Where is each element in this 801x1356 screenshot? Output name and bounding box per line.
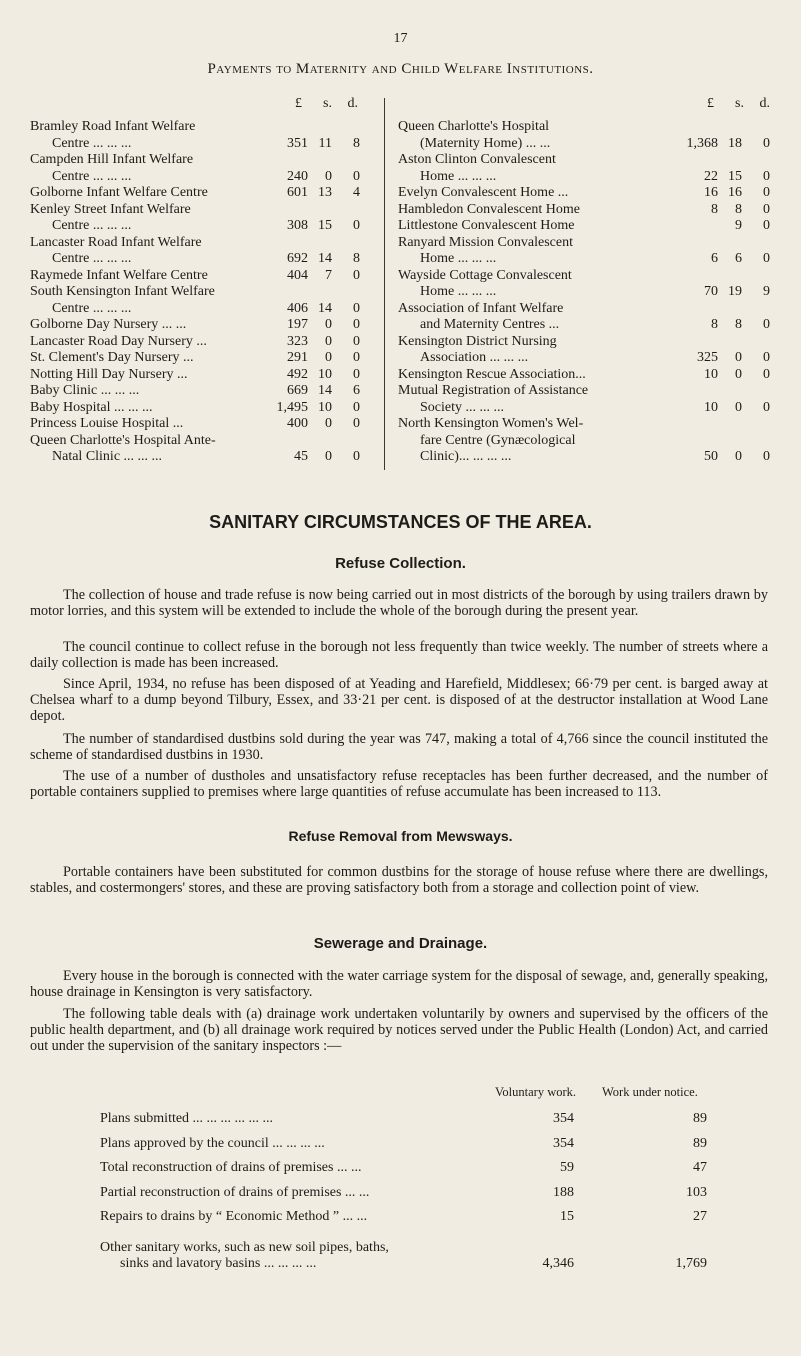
- pounds-value: 400: [287, 416, 308, 431]
- notice-value: 89: [693, 1135, 707, 1151]
- pence-value: 0: [353, 333, 360, 349]
- payment-row: [398, 301, 770, 334]
- pounds-value: 323: [287, 333, 308, 349]
- sewerage-paragraph: The following table deals with (a) drainage work undertaken voluntarily by owners and supervised by the officers of the public health department, and (b) all drainage work required by notices served under the Public Health (London) Act, and carried out under the supervision of the sanitary inspectors :—: [30, 1006, 768, 1055]
- pence-value: 0: [763, 350, 770, 365]
- work-label: Plans approved by the council ... ... ... ...: [100, 1135, 325, 1151]
- pence-value: 0: [353, 350, 360, 365]
- pounds-value: 351: [287, 135, 308, 151]
- notice-value: 1,769: [675, 1255, 707, 1271]
- amount: [670, 284, 770, 301]
- work-label: Partial reconstruction of drains of premises ... ...: [100, 1184, 370, 1200]
- institution-name-line: Clinic)... ... ... ...: [420, 449, 512, 464]
- institution-name-line: Evelyn Convalescent Home ...: [398, 185, 569, 200]
- shillings-value: 10: [318, 399, 332, 415]
- institution-name-line: Golborne Infant Welfare Centre: [30, 185, 208, 200]
- shillings-value: 0: [325, 168, 332, 184]
- amount: [270, 251, 360, 268]
- institution-name: [30, 268, 270, 285]
- pounds-value: 10: [704, 399, 718, 415]
- refuse-paragraph: The use of a number of dustholes and unsatisfactory refuse receptacles has been further decreased, and the number of portable containers supplied to premises where large quantities of refuse accumulate has been increased to 113.: [30, 768, 768, 801]
- notice-value: 103: [686, 1184, 707, 1200]
- pence-value: 9: [763, 284, 770, 299]
- work-label: [100, 1240, 389, 1272]
- pence-value: 8: [353, 135, 360, 151]
- amount: [270, 367, 360, 384]
- pounds-value: 45: [294, 449, 308, 464]
- shillings-value: 0: [735, 366, 742, 382]
- pence-value: 0: [763, 201, 770, 217]
- pence-value: 0: [353, 317, 360, 332]
- shillings-value: 0: [325, 317, 332, 332]
- institution-name: [30, 317, 270, 334]
- institution-name-line: North Kensington Women's Wel-: [398, 416, 584, 431]
- pounds-value: [670, 218, 718, 235]
- amount: [670, 367, 770, 384]
- mewsways-heading: Refuse Removal from Mewsways.: [288, 828, 513, 844]
- pence-value: 0: [353, 218, 360, 233]
- payment-row: [398, 334, 770, 367]
- payments-heading: Payments to Maternity and Child Welfare Institutions.: [207, 61, 594, 77]
- institution-name-line: Wayside Cottage Convalescent: [398, 267, 572, 283]
- payment-row: [30, 235, 360, 268]
- amount: [670, 169, 770, 186]
- amount: [670, 400, 770, 417]
- shillings-value: 13: [318, 185, 332, 200]
- pounds-value: 692: [287, 251, 308, 266]
- right-payments-table: [398, 119, 770, 466]
- right-shillings-header: s.: [735, 96, 744, 111]
- left-shillings-header: s.: [323, 96, 332, 111]
- pounds-value: 16: [704, 185, 718, 200]
- amount: [270, 416, 360, 433]
- institution-name: [30, 383, 270, 400]
- pounds-value: 492: [287, 366, 308, 382]
- payment-row: [30, 350, 360, 367]
- payment-row: [30, 433, 360, 466]
- institution-name: [398, 218, 670, 235]
- pounds-value: 10: [704, 366, 718, 382]
- mewsways-paragraph: Portable containers have been substituted for common dustbins for the storage of house refuse where there are dwellings, stables, and costermongers' stores, and these are proving satisfactory both from a storage and collection point of view.: [30, 864, 768, 897]
- pence-value: 0: [353, 267, 360, 283]
- payment-row: [398, 152, 770, 185]
- shillings-value: 18: [728, 135, 742, 151]
- institution-name-line: Mutual Registration of Assistance: [398, 383, 589, 398]
- institution-name-line: Queen Charlotte's Hospital: [398, 119, 550, 134]
- institution-name-line: Natal Clinic ... ... ...: [52, 449, 163, 464]
- pounds-value: 291: [287, 350, 308, 365]
- left-pounds-header: £: [295, 96, 302, 111]
- institution-name-line: Bramley Road Infant Welfare: [30, 119, 196, 134]
- institution-name: [30, 400, 270, 417]
- amount: [270, 169, 360, 186]
- institution-name-line: Campden Hill Infant Welfare: [30, 152, 194, 167]
- payment-row: [30, 268, 360, 285]
- institution-name: [398, 152, 670, 185]
- institution-name-line: Queen Charlotte's Hospital Ante-: [30, 432, 216, 448]
- institution-name-line: South Kensington Infant Welfare: [30, 284, 215, 299]
- pounds-value: 197: [287, 317, 308, 332]
- amount: [670, 136, 770, 153]
- notice-value: 89: [693, 1111, 707, 1126]
- institution-name: [30, 433, 270, 466]
- institution-name-line: Kensington District Nursing: [398, 333, 557, 349]
- pence-value: 6: [353, 383, 360, 398]
- pounds-value: 1,495: [276, 399, 308, 415]
- payment-row: [30, 416, 360, 433]
- pence-value: 0: [763, 251, 770, 266]
- payment-row: [398, 416, 770, 466]
- shillings-value: 0: [325, 333, 332, 349]
- pence-value: 8: [353, 251, 360, 266]
- pence-value: 0: [763, 449, 770, 464]
- pence-value: 0: [763, 317, 770, 332]
- amount: [670, 251, 770, 268]
- shillings-value: 0: [325, 350, 332, 365]
- shillings-value: 14: [318, 300, 332, 316]
- refuse-paragraph: The number of standardised dustbins sold during the year was 747, making a total of 4,766 since the council instituted the scheme of standardised dustbins in 1930.: [30, 731, 768, 764]
- payment-row: [398, 367, 770, 384]
- institution-name-line: Home ... ... ...: [420, 251, 497, 266]
- amount: [270, 317, 360, 334]
- pence-value: 0: [763, 218, 770, 233]
- payment-row: [398, 185, 770, 202]
- voluntary-value: 188: [553, 1184, 574, 1200]
- institution-name: [398, 301, 670, 334]
- notice-value: 47: [693, 1160, 707, 1175]
- shillings-value: 0: [325, 416, 332, 431]
- voluntary-value: 15: [560, 1209, 574, 1224]
- pounds-value: 50: [704, 449, 718, 464]
- amount: [270, 136, 360, 153]
- shillings-value: 0: [735, 350, 742, 365]
- institution-name-line: Home ... ... ...: [420, 284, 497, 299]
- shillings-value: 9: [735, 218, 742, 233]
- pence-value: 0: [763, 135, 770, 151]
- institution-name-line: Home ... ... ...: [420, 168, 497, 184]
- institution-name-line: and Maternity Centres ...: [420, 317, 560, 332]
- pence-value: 0: [353, 449, 360, 464]
- amount: [270, 449, 360, 466]
- institution-name: [398, 383, 670, 416]
- pence-value: 4: [353, 185, 360, 200]
- pounds-value: 404: [287, 267, 308, 283]
- sanitary-title: SANITARY CIRCUMSTANCES OF THE AREA.: [209, 512, 592, 532]
- institution-name-line: Centre ... ... ...: [52, 168, 132, 184]
- pounds-value: 8: [711, 317, 718, 332]
- payment-row: [30, 317, 360, 334]
- shillings-value: 10: [318, 366, 332, 382]
- amount: [670, 449, 770, 466]
- institution-name-line: Hambledon Convalescent Home: [398, 201, 580, 217]
- pence-value: 0: [763, 399, 770, 415]
- amount: [270, 301, 360, 318]
- column-divider: [384, 98, 385, 470]
- sewerage-paragraph: Every house in the borough is connected with the water carriage system for the disposal of sewage, and, generally speaking, house drainage in Kensington is very satisfactory.: [30, 968, 768, 1001]
- institution-name-line: Baby Hospital ... ... ...: [30, 399, 153, 415]
- institution-name-line: Association ... ... ...: [420, 350, 529, 365]
- pounds-value: 6: [711, 251, 718, 266]
- amount: [670, 350, 770, 367]
- payment-row: [30, 383, 360, 400]
- payment-row: [398, 202, 770, 219]
- institution-name-line: Princess Louise Hospital ...: [30, 416, 184, 431]
- shillings-value: 6: [735, 251, 742, 266]
- institution-name: [398, 367, 670, 384]
- payment-row: [30, 185, 360, 202]
- shillings-value: 0: [735, 449, 742, 464]
- institution-name: [30, 284, 270, 317]
- shillings-value: 8: [735, 317, 742, 332]
- left-payments-table: [30, 119, 360, 466]
- payment-row: [30, 367, 360, 384]
- pounds-value: 240: [287, 168, 308, 184]
- institution-name-line: Centre ... ... ...: [52, 218, 132, 233]
- voluntary-value: 59: [560, 1160, 574, 1175]
- institution-name-line: Centre ... ... ...: [52, 251, 132, 266]
- pence-value: 0: [353, 416, 360, 431]
- amount: [670, 218, 770, 235]
- shillings-value: 15: [318, 218, 332, 233]
- institution-name: [398, 119, 670, 152]
- notice-value: 27: [693, 1209, 707, 1224]
- shillings-value: 7: [325, 267, 332, 283]
- institution-name-line: fare Centre (Gynæcological: [420, 432, 576, 448]
- institution-name-line: St. Clement's Day Nursery ...: [30, 350, 194, 365]
- institution-name-line: Centre ... ... ...: [52, 300, 132, 316]
- institution-name-line: Aston Clinton Convalescent: [398, 152, 556, 167]
- institution-name-line: Baby Clinic ... ... ...: [30, 383, 140, 398]
- work-under-notice-header: Work under notice.: [602, 1085, 698, 1099]
- pence-value: 0: [353, 366, 360, 382]
- pounds-value: 22: [704, 168, 718, 184]
- payment-row: [398, 383, 770, 416]
- institution-name: [398, 202, 670, 219]
- shillings-value: 15: [728, 168, 742, 184]
- payment-row: [398, 268, 770, 301]
- pounds-value: 70: [704, 284, 718, 299]
- refuse-paragraph: The council continue to collect refuse in the borough not less frequently than twice weekly. The number of streets where a daily collection is made has been increased.: [30, 639, 768, 672]
- work-label: Repairs to drains by “ Economic Method ” ... ...: [100, 1209, 368, 1224]
- right-pence-header: d.: [759, 96, 770, 111]
- institution-name-line: Lancaster Road Infant Welfare: [30, 234, 202, 250]
- institution-name-line: Raymede Infant Welfare Centre: [30, 267, 208, 283]
- amount: [270, 268, 360, 285]
- pence-value: 0: [353, 399, 360, 415]
- work-label: Plans submitted ... ... ... ... ... ...: [100, 1111, 274, 1126]
- payment-row: [398, 218, 770, 235]
- pounds-value: 601: [287, 185, 308, 200]
- amount: [270, 185, 360, 202]
- page-number: 17: [393, 31, 408, 46]
- amount: [270, 350, 360, 367]
- voluntary-work-header: Voluntary work.: [495, 1085, 577, 1099]
- amount: [270, 400, 360, 417]
- work-label: Total reconstruction of drains of premises ... ...: [100, 1160, 362, 1175]
- institution-name-line: Centre ... ... ...: [52, 135, 132, 151]
- institution-name: [30, 235, 270, 268]
- refuse-paragraph: Since April, 1934, no refuse has been disposed of at Yeading and Harefield, Middlesex; 66·79 per cent. is barged away at Chelsea wharf to a dump beyond Tilbury, Essex, and 33·21 per cent. is disposed of at the destructor installation at Wood Lane depot.: [30, 676, 768, 725]
- refuse-heading: Refuse Collection.: [335, 555, 466, 572]
- institution-name-line: Society ... ... ...: [420, 399, 504, 415]
- institution-name-line: (Maternity Home) ... ...: [420, 135, 551, 151]
- institution-name: [398, 416, 670, 466]
- shillings-value: 0: [325, 449, 332, 464]
- institution-name: [398, 268, 670, 301]
- institution-name: [30, 350, 270, 367]
- payment-row: [398, 235, 770, 268]
- right-pounds-header: £: [707, 96, 714, 111]
- work-label-line: sinks and lavatory basins ... ... ... ...: [120, 1255, 317, 1271]
- amount: [670, 185, 770, 202]
- payment-row: [30, 119, 360, 152]
- institution-name: [30, 185, 270, 202]
- amount: [670, 202, 770, 219]
- voluntary-value: 354: [553, 1135, 574, 1151]
- institution-name-line: Kensington Rescue Association...: [398, 366, 586, 382]
- institution-name: [30, 119, 270, 152]
- institution-name: [398, 185, 670, 202]
- shillings-value: 14: [318, 251, 332, 266]
- institution-name: [30, 367, 270, 384]
- voluntary-value: 354: [553, 1111, 574, 1126]
- payment-row: [30, 334, 360, 351]
- voluntary-value: 4,346: [542, 1255, 574, 1271]
- institution-name: [398, 235, 670, 268]
- payment-row: [30, 202, 360, 235]
- pounds-value: 669: [287, 383, 308, 398]
- pence-value: 0: [763, 168, 770, 184]
- payment-row: [30, 284, 360, 317]
- institution-name: [30, 416, 270, 433]
- shillings-value: 0: [735, 399, 742, 415]
- payment-row: [30, 400, 360, 417]
- payment-row: [30, 152, 360, 185]
- institution-name-line: Golborne Day Nursery ... ...: [30, 317, 187, 332]
- refuse-paragraph: The collection of house and trade refuse is now being carried out in most districts of the borough by using trailers drawn by motor lorries, and this system will be extended to include the whole of the borough during the present year.: [30, 587, 768, 620]
- pence-value: 0: [763, 185, 770, 200]
- institution-name-line: Kenley Street Infant Welfare: [30, 201, 191, 217]
- amount: [270, 218, 360, 235]
- institution-name-line: Lancaster Road Day Nursery ...: [30, 333, 207, 349]
- amount: [270, 334, 360, 351]
- institution-name-line: Littlestone Convalescent Home: [398, 218, 575, 233]
- amount: [270, 383, 360, 400]
- shillings-value: 11: [318, 135, 332, 151]
- pounds-value: 8: [711, 201, 718, 217]
- shillings-value: 8: [735, 201, 742, 217]
- pence-value: 0: [763, 366, 770, 382]
- institution-name: [30, 152, 270, 185]
- institution-name-line: Association of Infant Welfare: [398, 300, 564, 316]
- pence-value: 0: [353, 168, 360, 184]
- payment-row: [398, 119, 770, 152]
- institution-name: [30, 202, 270, 235]
- pounds-value: 325: [697, 350, 718, 365]
- amount: [670, 317, 770, 334]
- sewerage-heading: Sewerage and Drainage.: [313, 935, 488, 952]
- shillings-value: 19: [728, 284, 742, 299]
- work-label-line: Other sanitary works, such as new soil pipes, baths,: [100, 1239, 389, 1255]
- left-pence-header: d.: [347, 96, 358, 111]
- pounds-value: 1,368: [686, 135, 718, 151]
- shillings-value: 16: [728, 185, 742, 200]
- institution-name: [398, 334, 670, 367]
- pounds-value: 406: [287, 300, 308, 316]
- institution-name: [30, 334, 270, 351]
- institution-name-line: Ranyard Mission Convalescent: [398, 234, 573, 250]
- pence-value: 0: [353, 300, 360, 316]
- shillings-value: 14: [318, 383, 332, 398]
- pounds-value: 308: [287, 218, 308, 233]
- institution-name-line: Notting Hill Day Nursery ...: [30, 366, 188, 382]
